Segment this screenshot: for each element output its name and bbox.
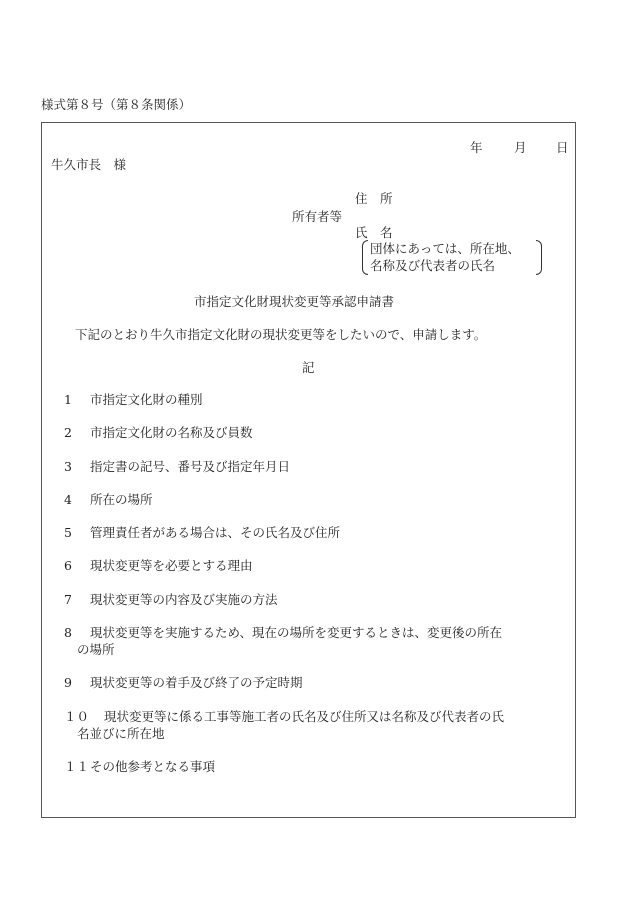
date-year-label: 年 bbox=[470, 140, 483, 155]
item-text: 現状変更等の着手及び終了の予定時期 bbox=[90, 675, 303, 690]
organization-note-line2: 名称及び代表者の氏名 bbox=[370, 258, 496, 273]
document-title: 市指定文化財現状変更等承認申請書 bbox=[194, 294, 395, 309]
date-month-label: 月 bbox=[514, 140, 527, 155]
item-text: 市指定文化財の種別 bbox=[90, 392, 203, 407]
left-bracket bbox=[362, 240, 368, 275]
item-number: 6 bbox=[64, 558, 72, 573]
form-number-label: 様式第８号（第８条関係） bbox=[41, 97, 192, 112]
item-text-continued: 名並びに所在地 bbox=[77, 726, 165, 741]
item-number: 3 bbox=[64, 459, 72, 474]
item-text: 管理責任者がある場合は、その氏名及び住所 bbox=[90, 525, 341, 540]
item-number: 9 bbox=[64, 675, 72, 690]
item-text: その他参考となる事項 bbox=[90, 759, 216, 774]
item-number: １０ bbox=[64, 709, 90, 724]
name-label: 氏 名 bbox=[355, 225, 393, 240]
item-number: 7 bbox=[64, 592, 72, 607]
item-text: 所在の場所 bbox=[90, 492, 153, 507]
ki-heading: 記 bbox=[302, 360, 315, 375]
item-number: 5 bbox=[64, 525, 72, 540]
item-text-continued: の場所 bbox=[77, 642, 115, 657]
owner-label: 所有者等 bbox=[292, 209, 343, 224]
date-day-label: 日 bbox=[556, 140, 569, 155]
item-number: 4 bbox=[64, 492, 72, 507]
right-bracket bbox=[536, 240, 542, 275]
organization-note-line1: 団体にあっては、所在地、 bbox=[370, 241, 520, 256]
item-number: １１ bbox=[64, 759, 90, 774]
item-number: 1 bbox=[64, 392, 72, 407]
addressee: 牛久市長 様 bbox=[51, 157, 127, 172]
item-text: 現状変更等の内容及び実施の方法 bbox=[90, 592, 278, 607]
item-text: 現状変更等を必要とする理由 bbox=[90, 558, 253, 573]
address-label: 住 所 bbox=[355, 191, 393, 206]
item-text: 市指定文化財の名称及び員数 bbox=[90, 425, 253, 440]
item-text: 現状変更等を実施するため、現在の場所を変更するときは、変更後の所在 bbox=[90, 625, 503, 640]
item-text: 指定書の記号、番号及び指定年月日 bbox=[90, 459, 291, 474]
organization-note bbox=[362, 240, 542, 276]
item-number: 8 bbox=[64, 625, 72, 640]
item-number: 2 bbox=[64, 425, 72, 440]
intro-text: 下記のとおり牛久市指定文化財の現状変更等をしたいので、申請します。 bbox=[75, 327, 487, 342]
item-text: 現状変更等に係る工事等施工者の氏名及び住所又は名称及び代表者の氏 bbox=[104, 709, 505, 724]
